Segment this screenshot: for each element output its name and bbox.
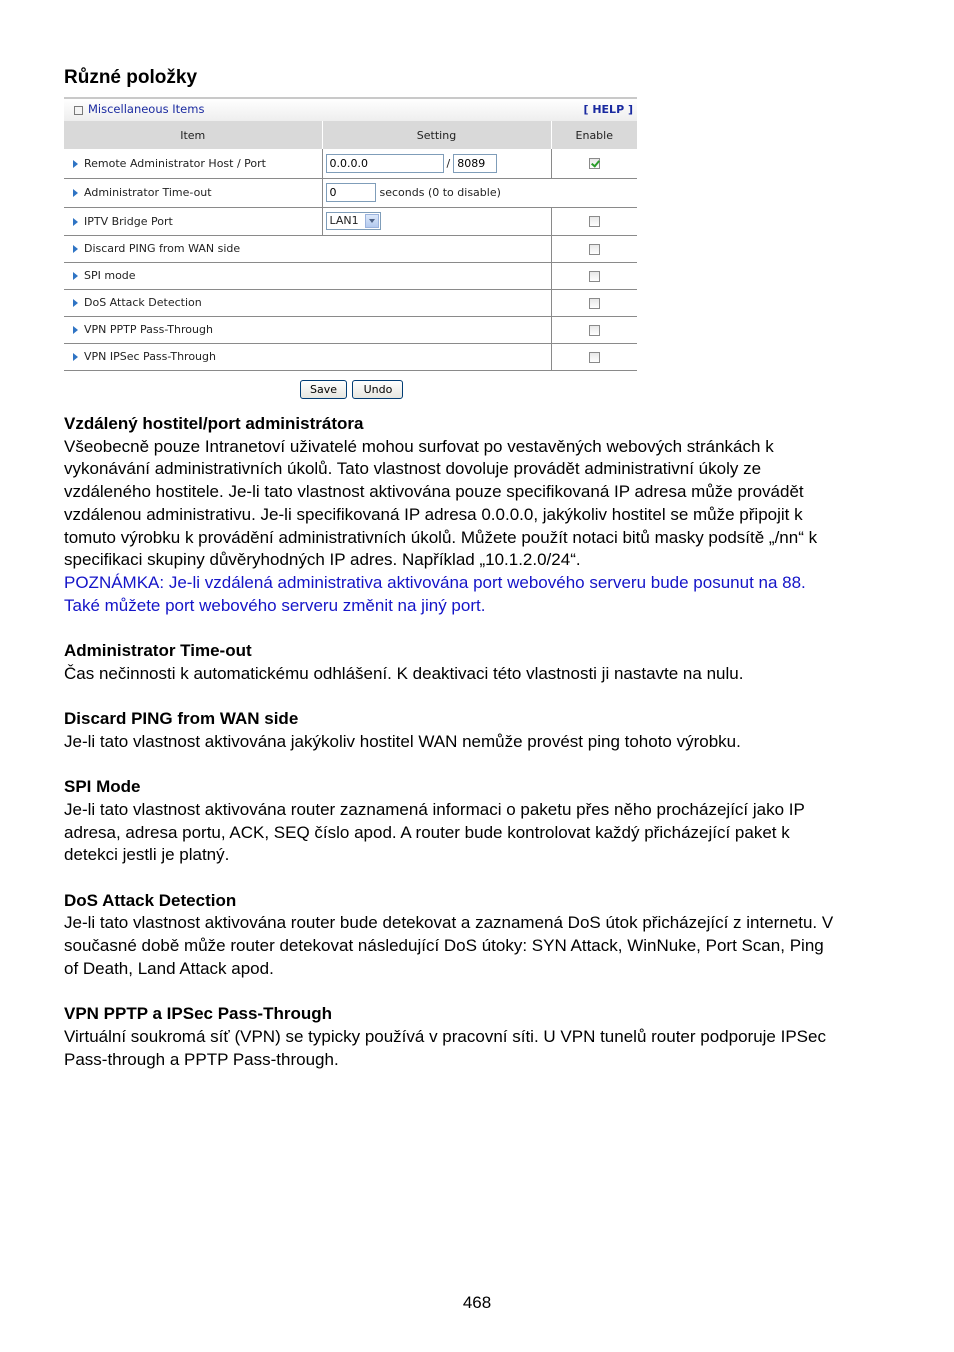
arrow-right-icon [73, 189, 78, 197]
section-spi [64, 776, 894, 867]
section-timeout [64, 640, 894, 685]
panel-title: Miscellaneous Items [88, 102, 205, 116]
arrow-right-icon [73, 160, 78, 168]
para-line: of Death, Land Attack apod. [64, 958, 274, 978]
remote-host-input[interactable] [326, 154, 444, 173]
row-label: Discard PING from WAN side [84, 242, 241, 255]
header-item: Item [64, 121, 322, 149]
para-line: Virtuální soukromá síť (VPN) se typicky používá v pracovní síti. U VPN tunelů router podporuje IPSec [64, 1026, 826, 1046]
dos-checkbox[interactable] [589, 298, 600, 309]
misc-items-panel [64, 97, 637, 371]
para-line: vykonávání administrativních úkolů. Tato vlastnost dovoluje provádět administrativní úkoly ze [64, 459, 762, 479]
para-line: Je-li tato vlastnost aktivována router zaznamená informaci o paketu přes něho procházející jako IP [64, 799, 805, 819]
para-line: Pass-through a PPTP Pass-through. [64, 1049, 339, 1069]
arrow-right-icon [73, 272, 78, 280]
ipsec-checkbox[interactable] [589, 352, 600, 363]
row-dos [64, 289, 637, 316]
para-line: detekci jestli je platný. [64, 845, 230, 865]
row-label: SPI mode [84, 269, 136, 282]
spi-checkbox[interactable] [589, 271, 600, 282]
panel-titlebar [64, 97, 637, 121]
section-title: Discard PING from WAN side [64, 709, 299, 729]
timeout-hint: seconds (0 to disable) [379, 186, 501, 199]
row-label: DoS Attack Detection [84, 296, 202, 309]
arrow-right-icon [73, 218, 78, 226]
row-label: Remote Administrator Host / Port [84, 156, 266, 170]
section-dos [64, 890, 894, 981]
section-title: SPI Mode [64, 777, 141, 797]
table-header-row [64, 121, 637, 149]
section-title: VPN PPTP a IPSec Pass-Through [64, 1004, 332, 1024]
arrow-right-icon [73, 299, 78, 307]
section-ping [64, 708, 894, 753]
section-title: DoS Attack Detection [64, 890, 237, 910]
row-discard-ping [64, 235, 637, 262]
pptp-checkbox[interactable] [589, 325, 600, 336]
host-port-separator: / [446, 156, 451, 170]
row-label: IPTV Bridge Port [84, 214, 173, 228]
para-line: vzdáleného hostitele. Je-li tato vlastnost aktivována pouze specifikovaná IP adresa může provádět [64, 482, 804, 502]
row-label: Administrator Time-out [84, 186, 212, 199]
select-value: LAN1 [329, 214, 359, 227]
para-line: Všeobecně pouze Intranetoví uživatelé mohou surfovat po vestavěných webových stránkách k [64, 436, 774, 456]
para-line: Je-li tato vlastnost aktivována router bude detekovat a zaznamená DoS útok přicházející z internetu. V [64, 913, 834, 933]
row-ipsec [64, 343, 637, 370]
section-title: Vzdálený hostitel/port administrátora [64, 414, 364, 433]
section-vpn [64, 1003, 894, 1071]
save-button[interactable]: Save [300, 380, 347, 399]
row-remote-admin [64, 149, 637, 178]
document-body [64, 413, 894, 1094]
form-buttons [300, 380, 404, 399]
para-line: Je-li tato vlastnost aktivována jakýkoliv hostitel WAN nemůže provést ping tohoto výrobku. [64, 731, 741, 751]
arrow-right-icon [73, 245, 78, 253]
chevron-down-icon[interactable] [365, 214, 379, 228]
para-line: Čas nečinnosti k automatickému odhlášení. K deaktivaci této vlastnosti ji nastavte na nulu. [64, 663, 744, 683]
undo-button[interactable]: Undo [352, 380, 403, 399]
row-iptv [64, 207, 637, 235]
row-pptp [64, 316, 637, 343]
para-line: tomuto výrobku k provádění administrativních úkolů. Můžete použít notaci bitů masky podsítě „/nn“ k [64, 527, 818, 547]
row-spi [64, 262, 637, 289]
timeout-input[interactable] [326, 183, 376, 202]
iptv-port-select[interactable] [326, 212, 381, 230]
iptv-enable-checkbox[interactable] [589, 216, 600, 227]
discard-ping-checkbox[interactable] [589, 244, 600, 255]
remote-port-input[interactable] [453, 154, 497, 173]
items-table [64, 121, 637, 371]
help-link[interactable]: [ HELP ] [583, 103, 633, 116]
arrow-right-icon [73, 326, 78, 334]
page-number: 468 [462, 1293, 492, 1312]
note-line: POZNÁMKA: Je-li vzdálená administrativa aktivována port webového serveru bude posunut na 88. [64, 572, 806, 592]
arrow-right-icon [73, 353, 78, 361]
row-label: VPN PPTP Pass-Through [84, 323, 213, 336]
para-line: vzdálenou administrativu. Je-li specifikovaná IP adresa 0.0.0.0, jakýkoliv hostitel se může připojit k [64, 504, 803, 524]
section-remote-admin [64, 413, 894, 617]
remote-admin-enable-checkbox[interactable] [589, 158, 600, 169]
header-enable: Enable [551, 121, 637, 149]
para-line: specifikaci skupiny důvěryhodných IP adres. Například „10.1.2.0/24“. [64, 550, 581, 570]
para-line: současné době může router detekovat následující DoS útoky: SYN Attack, WinNuke, Port Scan, Ping [64, 936, 824, 956]
row-timeout [64, 178, 637, 207]
row-label: VPN IPSec Pass-Through [84, 350, 216, 363]
header-setting: Setting [322, 121, 551, 149]
note-line: Také můžete port webového serveru změnit na jiný port. [64, 595, 486, 615]
page-heading: Různé položky [64, 67, 198, 88]
para-line: adresa, adresa portu, ACK, SEQ číslo apod. A router bude kontrolovat každý přicházející paket k [64, 822, 790, 842]
section-title: Administrator Time-out [64, 641, 252, 661]
panel-square-icon [74, 106, 83, 115]
